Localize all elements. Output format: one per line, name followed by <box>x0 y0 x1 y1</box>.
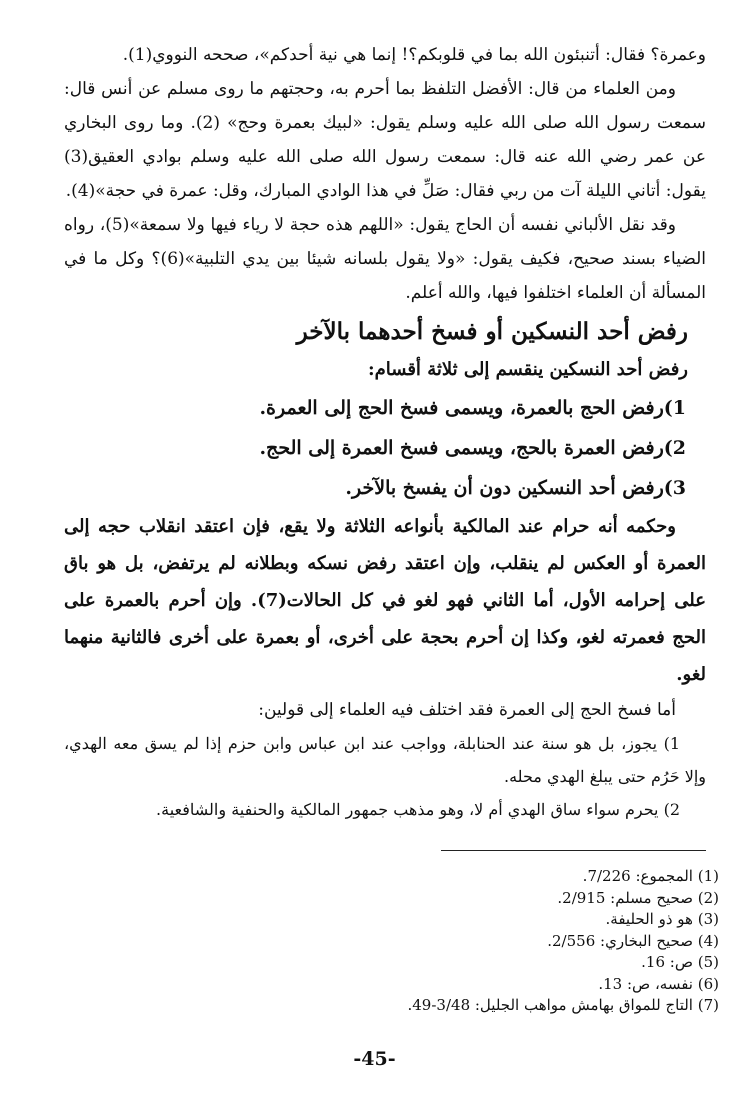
list-item: 3)رفض أحد النسكين دون أن يفسخ بالآخر. <box>345 477 686 499</box>
paragraph-3: وقد نقل الألباني نفسه أن الحاج يقول: «اللهم هذه حجة لا رياء فيها ولا سمعة»(5)، رواه الضياء بسند صحيح، فكيف يقول: «ولا يقول بلسانه شيئا بين يدي التلبية»(6)؟ وكل ما في المسألة أن العلماء اختلفوا فيها، والله أعلم. <box>64 215 706 303</box>
footnote: (2) صحيح مسلم: 2/915. <box>557 888 719 907</box>
opinions-intro: أما فسخ الحج إلى العمرة فقد اختلف فيه العلماء إلى قولين: <box>258 700 676 720</box>
footnotes <box>159 866 719 1017</box>
section-subheading: رفض أحد النسكين ينقسم إلى ثلاثة أقسام: <box>368 359 688 380</box>
paragraph-2: ومن العلماء من قال: الأفضل التلفظ بما أحرم به، وحجتهم ما روى مسلم عن أنس قال: سمعت رسول الله صلى الله عليه وسلم يقول: «لبيك بعمرة وحج» (2). وما روى البخاري عن عمر رضي الله عنه قال: سمعت رسول الله صلى الله عليه وسلم بوادي العقيق(3) يقول: أتاني الليلة آت من ربي فقال: صَلِّ في هذا الوادي المبارك، وقل: عمرة في حجة»(4). <box>64 79 706 201</box>
paragraph-1: وعمرة؟ فقال: أتنبئون الله بما في قلوبكم؟! إنما هي نية أحدكم»، صححه النووي(1). <box>122 45 706 65</box>
list-item: 2)رفض العمرة بالحج، ويسمى فسخ العمرة إلى الحج. <box>259 437 686 459</box>
footnote: (5) ص: 16. <box>641 953 719 971</box>
opinion-item: 2) يحرم سواء ساق الهدي أم لا، وهو مذهب جمهور المالكية والحنفية والشافعية. <box>156 800 680 819</box>
footnote: (7) التاج للمواق بهامش مواهب الجليل: 3/48-49. <box>407 996 719 1014</box>
page-number: -45- <box>353 1048 396 1070</box>
section-heading: رفض أحد النسكين أو فسخ أحدهما بالآخر <box>296 318 688 345</box>
footnote: (3) هو ذو الحليفة. <box>605 910 719 928</box>
ruling-paragraph: وحكمه أنه حرام عند المالكية بأنواعه الثلاثة ولا يقع، فإن اعتقد انقلاب حجه إلى العمرة أو العكس لم ينقلب، وإن اعتقد رفض نسكه وبطلانه لم يرتفض، بل هو باق على إحرامه الأول، أما الثاني فهو لغو في كل الحالات(7). وإن أحرم بالعمرة على الحج فعمرته لغو، وكذا إن أحرم بحجة على أخرى، أو بعمرة على أخرى فالثانية منهما لغو. <box>64 516 706 685</box>
main-text <box>64 38 706 826</box>
footnote: (1) المجموع: 7/226. <box>582 867 719 885</box>
footnote-separator <box>441 850 706 851</box>
opinion-item: 1) يجوز، بل هو سنة عند الحنابلة، وواجب عند ابن عباس وابن حزم إذا لم يسق معه الهدي، وإلا حَرُم حتى يبلغ الهدي محله. <box>64 734 706 786</box>
list-item: 1)رفض الحج بالعمرة، ويسمى فسخ الحج إلى العمرة. <box>259 397 686 419</box>
footnote: (6) نفسه، ص: 13. <box>598 974 719 993</box>
footnote: (4) صحيح البخاري: 2/556. <box>547 931 719 950</box>
